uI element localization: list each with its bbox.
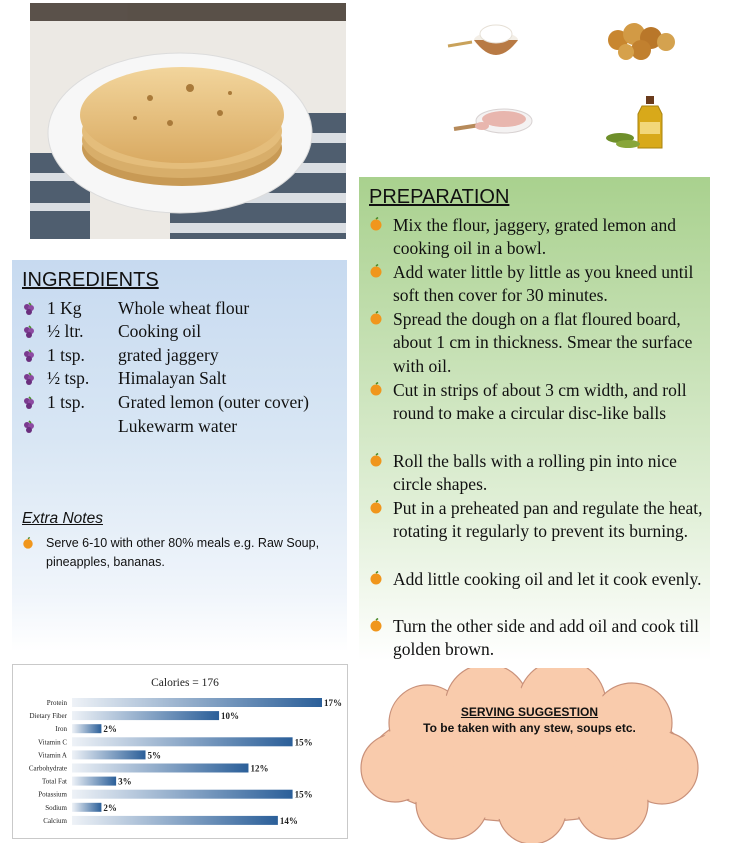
step-text: Roll the balls with a rolling pin into nice circle shapes. (393, 451, 677, 495)
chart-category-label: Potassium (38, 790, 67, 799)
step-text: Put in a preheated pan and regulate the heat, rotating it regularly to prevent its burning. (393, 498, 703, 542)
chart-bar (72, 750, 146, 759)
orange-icon (369, 453, 383, 467)
grapes-icon (22, 372, 36, 386)
chart-value-label: 15% (294, 737, 313, 748)
chart-bar (72, 698, 322, 707)
extra-notes-title: Extra Notes (22, 510, 103, 527)
step-text: Mix the flour, jaggery, grated lemon and cooking oil in a bowl. (393, 215, 676, 259)
chart-value-label: 2% (103, 802, 117, 813)
ingredient-qty: 1 Kg (47, 298, 82, 318)
chart-value-label: 3% (118, 776, 132, 787)
chapati-stack-photo (30, 3, 346, 239)
chart-value-label: 12% (250, 763, 269, 774)
chart-category-label: Carbohydrate (28, 764, 67, 773)
step-text: Spread the dough on a flat floured board, about 1 cm in thickness. Smear the surface with oil. (393, 309, 693, 376)
orange-icon (22, 537, 34, 549)
step-text: Add little cooking oil and let it cook evenly. (393, 569, 702, 589)
chart-bar (72, 777, 116, 786)
ingredient-qty: ½ tsp. (47, 368, 90, 388)
serving-suggestion-title: SERVING SUGGESTION (460, 705, 599, 719)
chart-value-label: 15% (294, 789, 313, 800)
step-text: Cut in strips of about 3 cm width, and roll round to make a circular disc-like balls (393, 380, 687, 424)
oil-bottle-icon (596, 92, 686, 152)
chart-value-label: 2% (103, 724, 117, 735)
chart-category-label: Dietary Fiber (29, 712, 67, 721)
chart-bar (72, 816, 278, 825)
orange-icon (369, 382, 383, 396)
ingredient-name: Cooking oil (118, 321, 202, 341)
ingredient-name: Grated lemon (outer cover) (118, 392, 309, 412)
orange-icon (369, 618, 383, 632)
grapes-icon (22, 302, 36, 316)
nutrition-chart-svg (13, 665, 347, 838)
serving-suggestion-cloud (357, 668, 702, 843)
chart-bar (72, 803, 101, 812)
orange-icon (369, 311, 383, 325)
chart-category-label: Protein (46, 699, 67, 707)
chart-category-label: Iron (55, 725, 67, 734)
ingredients-title: INGREDIENTS (22, 269, 159, 291)
ingredients-panel (12, 260, 347, 652)
chart-bar (72, 764, 248, 773)
chart-bar (72, 724, 101, 733)
grapes-icon (22, 396, 36, 410)
ingredient-name: Himalayan Salt (118, 368, 227, 388)
ingredient-name: grated jaggery (118, 345, 219, 365)
chart-bar (72, 737, 293, 746)
grapes-icon (22, 420, 36, 434)
chart-value-label: 5% (147, 750, 162, 761)
chart-title: Calories = 176 (151, 677, 219, 689)
ingredient-qty: 1 tsp. (47, 345, 85, 365)
ingredient-name: Whole wheat flour (118, 298, 250, 318)
nutrition-chart (12, 664, 348, 839)
grapes-icon (22, 349, 36, 363)
orange-icon (369, 264, 383, 278)
chart-bar (72, 790, 293, 799)
grapes-icon (22, 325, 36, 339)
step-text: Turn the other side and add oil and cook till golden brown. (393, 616, 700, 660)
orange-icon (369, 217, 383, 231)
chart-value-label: 17% (324, 698, 342, 708)
serving-suggestion-text: To be taken with any stew, soups etc. (423, 721, 636, 735)
step-text: Add water little by little as you kneed until soft then cover for 30 minutes. (393, 262, 694, 306)
chart-value-label: 10% (221, 711, 240, 722)
chart-category-label: Vitamin C (38, 738, 67, 747)
flour-bowl-icon (444, 10, 534, 70)
orange-icon (369, 500, 383, 514)
jaggery-icon (596, 10, 686, 70)
chart-value-label: 14% (279, 815, 298, 826)
chart-category-label: Calcium (43, 816, 67, 825)
ingredient-qty: ½ ltr. (47, 321, 84, 341)
chart-category-label: Vitamin A (38, 751, 67, 760)
preparation-panel (359, 177, 710, 661)
ingredient-name: Lukewarm water (118, 416, 238, 436)
preparation-title: PREPARATION (369, 186, 510, 208)
ingredient-qty: 1 tsp. (47, 392, 85, 412)
salt-bowl-icon (450, 95, 540, 155)
orange-icon (369, 571, 383, 585)
cloud-shape (357, 668, 702, 843)
chart-bar (72, 711, 219, 720)
extra-notes-text: Serve 6-10 with other 80% meals e.g. Raw Soup, pineapples, bananas. (46, 536, 320, 569)
chart-category-label: Sodium (45, 803, 67, 812)
chart-category-label: Total Fat (42, 777, 67, 786)
